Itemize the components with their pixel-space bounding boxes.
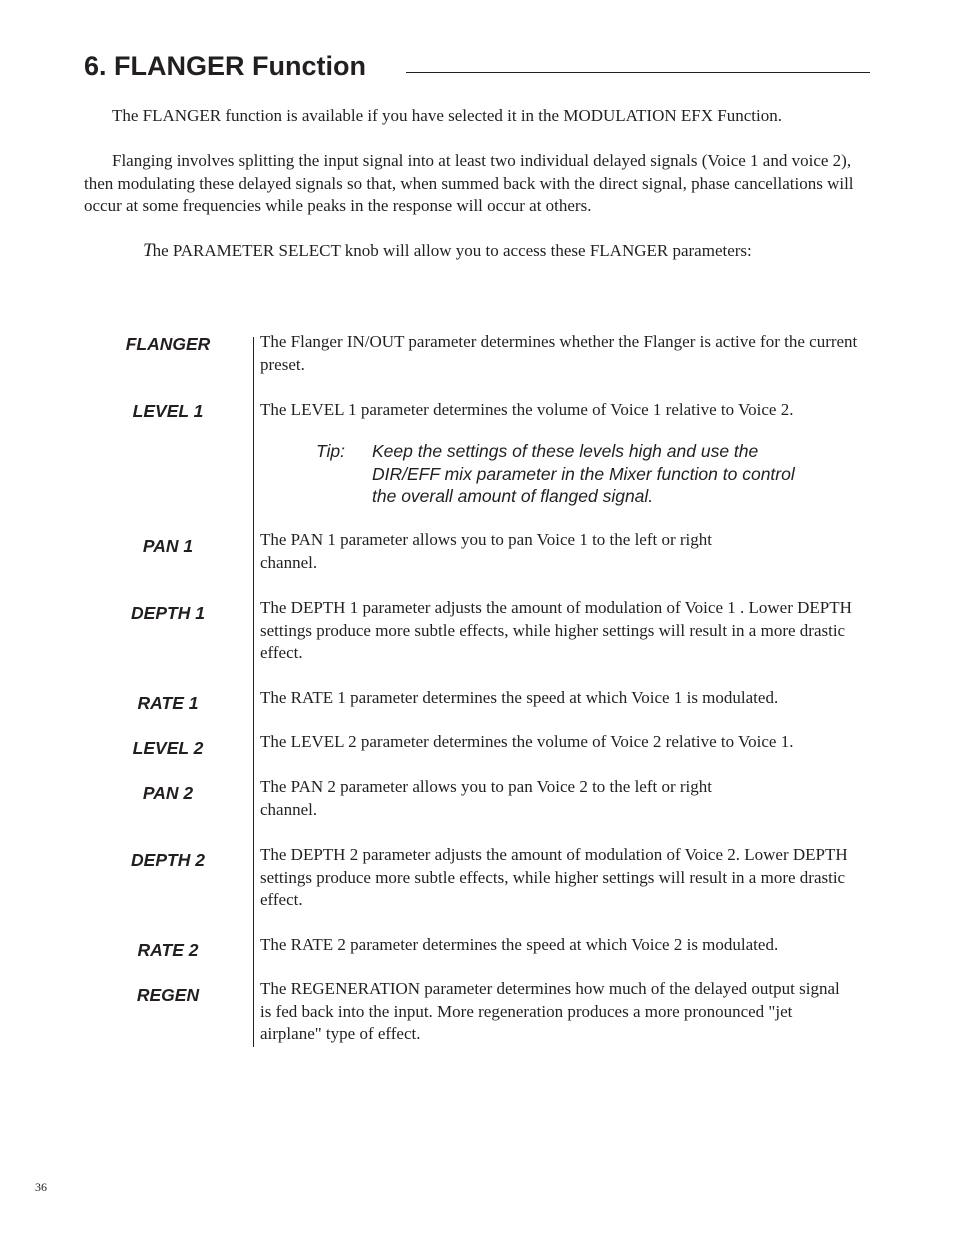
drop-letter: T — [143, 240, 153, 261]
tip-text: Keep the settings of these levels high and use the DIR/EFF mix parameter in the Mixer function to control the overall amount of flanged signal. — [372, 441, 795, 506]
intro-paragraph-3-text: he PARAMETER SELECT knob will allow you to access these FLANGER parameters: — [152, 241, 752, 260]
param-desc-rate-1: The RATE 1 parameter determines the speed at which Voice 1 is modulated. — [260, 688, 779, 707]
param-desc-flanger: The Flanger IN/OUT parameter determines whether the Flanger is active for the current preset. — [260, 332, 858, 374]
intro-paragraph-3 — [84, 240, 870, 263]
page-title: 6. FLANGER Function — [84, 51, 366, 81]
param-desc-pan-1: The PAN 1 parameter allows you to pan Voice 1 to the left or right channel. — [260, 530, 712, 572]
param-desc-depth-1: The DEPTH 1 parameter adjusts the amount of modulation of Voice 1 . Lower DEPTH settings produce more subtle effects, while higher settings will result in a more drastic effect. — [260, 598, 852, 662]
page-number: 36 — [35, 1180, 47, 1194]
param-desc-level-2: The LEVEL 2 parameter determines the volume of Voice 2 relative to Voice 1. — [260, 732, 794, 751]
section-header — [84, 48, 870, 88]
param-label-depth-2: DEPTH 2 — [131, 850, 205, 870]
tip-label: Tip: — [316, 441, 346, 461]
param-desc-rate-2: The RATE 2 parameter determines the speed at which Voice 2 is modulated. — [260, 935, 779, 954]
intro-paragraph-2: Flanging involves splitting the input signal into at least two individual delayed signals (Voice 1 and voice 2), then modulating these delayed signals so that, when summed back with the direct signal, phase cancellations will occur at some frequencies while peaks in the response will occur at others. — [84, 151, 854, 215]
param-desc-depth-2: The DEPTH 2 parameter adjusts the amount of modulation of Voice 2. Lower DEPTH settings produce more subtle effects, while higher settings will result in a more drastic effect. — [260, 845, 848, 909]
param-label-rate-1: RATE 1 — [137, 693, 199, 713]
param-label-flanger: FLANGER — [125, 334, 211, 354]
param-desc-level-1: The LEVEL 1 parameter determines the volume of Voice 1 relative to Voice 2. — [260, 400, 794, 419]
param-label-level-2: LEVEL 2 — [132, 738, 204, 758]
parameter-divider — [253, 337, 254, 1047]
param-label-rate-2: RATE 2 — [137, 940, 199, 960]
param-desc-pan-2: The PAN 2 parameter allows you to pan Voice 2 to the left or right channel. — [260, 777, 712, 819]
title-rule — [406, 72, 870, 73]
param-label-pan-2: PAN 2 — [142, 783, 194, 803]
param-label-pan-1: PAN 1 — [142, 536, 194, 556]
param-label-level-1: LEVEL 1 — [132, 401, 204, 421]
param-desc-regen: The REGENERATION parameter determines how much of the delayed output signal is fed back into the input. More regeneration produces a more pronounced "jet airplane" type of effect. — [260, 979, 840, 1043]
intro-paragraph-1: The FLANGER function is available if you have selected it in the MODULATION EFX Function. — [112, 106, 782, 125]
param-label-regen: REGEN — [136, 985, 200, 1005]
param-label-depth-1: DEPTH 1 — [131, 603, 205, 623]
